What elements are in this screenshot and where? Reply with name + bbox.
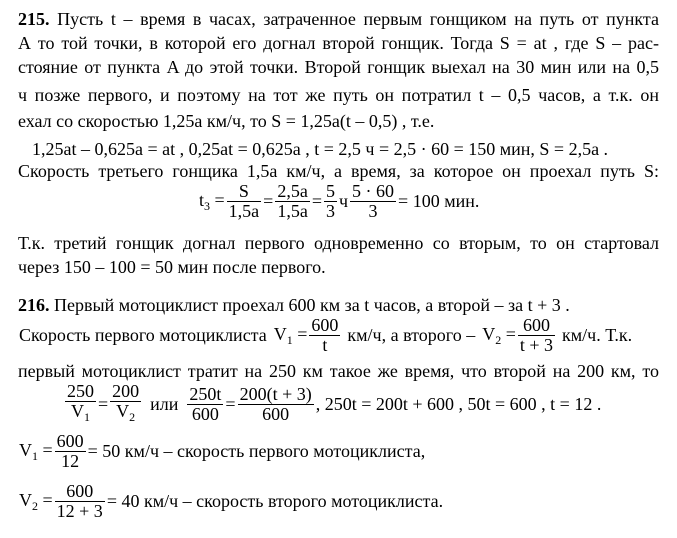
p215-t3-formula: $t_3$ = $\frac{S}{1,5a}$ = $\frac{2,5a}{1,5a}$ = $\frac{5}{3}$ ч $\frac{5 \cdot 60}{3}$ = 100 мин.	[199, 181, 480, 221]
p216-equation-line: $\frac{250}{V_1}$ = $\frac{200}{V_2}$ или $\frac{250t}{600}$ = $\frac{200(t + 3)}{600}$ , 250t = 200t + 600 , 50t = 600 , t = 12 .	[64, 382, 602, 427]
p215-line-7: Скорость третьего гонщика 1,5a км/ч, а время, за которое он проехал путь S:	[18, 161, 659, 181]
eq-frac-1: $\frac{250}{V_1}$	[65, 382, 96, 427]
p216-line-1	[18, 294, 570, 316]
p216-text-1: Первый мотоциклист проехал 600 км за t часов, а второй – за t + 3 .	[54, 295, 570, 315]
r2-text: = 40 км/ч – скорость второго мотоциклиста.	[106, 491, 444, 511]
p215-line-4: ч позже первого, и поэтому на тот же путь он потратил t – 0,5 часов, а т.к. он	[18, 85, 659, 105]
r1-text: = 50 км/ч – скорость первого мотоциклиста,	[87, 441, 426, 461]
t3-frac-2: $\frac{2,5a}{1,5a}$	[277, 181, 308, 221]
t3-lhs: $t_3$ =	[199, 189, 225, 213]
p215-text-1: Пусть t – время в часах, затраченное первым гонщиком на путь от пункта	[57, 9, 660, 29]
p216-text-2a: Скорость первого мотоциклиста	[19, 325, 267, 345]
p216-result-2: $V_2$ = $\frac{600}{12 + 3}$ = 40 км/ч – скорость второго мотоциклиста.	[19, 481, 444, 521]
t3-result: = 100 мин.	[398, 191, 480, 211]
p216-number: 216.	[18, 295, 50, 315]
p215-line-8: Т.к. третий гонщик догнал первого одновременно со вторым, то он стартовал	[18, 233, 659, 253]
eq-rest: , 250t = 200t + 600 , 50t = 600 , t = 12 .	[315, 394, 602, 414]
p215-line-1	[18, 8, 659, 30]
p216-text-2c: км/ч. Т.к.	[562, 325, 633, 345]
p215-line-9: через 150 – 100 = 50 мин после первого.	[18, 257, 326, 277]
t3-unit: ч	[338, 191, 349, 211]
p215-line-6: 1,25at – 0,625a = at , 0,25at = 0,625a , t = 2,5 ч = 2,5 · 60 = 150 мин, S = 2,5a .	[32, 139, 609, 159]
p216-speeds-line: Скорость первого мотоциклиста $V_1$ = $\frac{600}{t}$ км/ч, а второго – $V_2$ = $\frac{600}{t + 3}$ км/ч. Т.к.	[19, 315, 633, 355]
p216-result-1: $V_1$ = $\frac{600}{12}$ = 50 км/ч – скорость первого мотоциклиста,	[19, 431, 426, 471]
r2-frac: $\frac{600}{12 + 3}$	[56, 481, 103, 521]
eq-frac-3: $\frac{250t}{600}$	[189, 384, 222, 424]
t3-frac-3: $\frac{5}{3}$	[325, 181, 335, 221]
p216-line-3: первый мотоциклист тратит на 250 км такое же время, что второй на 200 км, то	[18, 361, 659, 381]
p216-text-2b: км/ч, а второго –	[347, 325, 476, 345]
eq-frac-4: $\frac{200(t + 3)}{600}$	[239, 384, 312, 424]
t3-frac-4: $\frac{5 \cdot 60}{3}$	[352, 181, 395, 221]
p215-number: 215.	[18, 9, 50, 29]
eq-frac-2: $\frac{200}{V_2}$	[110, 382, 141, 427]
v2-frac: $\frac{600}{t + 3}$	[519, 315, 554, 355]
p215-line-5: ехал со скоростью 1,25a км/ч, то S = 1,25a(t – 0,5) , т.е.	[18, 111, 435, 131]
t3-frac-1: $\frac{S}{1,5a}$	[228, 181, 260, 221]
r1-frac: $\frac{600}{12}$	[56, 431, 84, 471]
p215-line-3: стояние от пункта A до этой точки. Второй гонщик выехал на 30 мин или на 0,5	[18, 57, 659, 77]
v1-frac: $\frac{600}{t}$	[311, 315, 339, 355]
p215-line-2: А то той точки, в которой его догнал второй гонщик. Тогда S = at , где S – рас-	[18, 33, 659, 53]
or-word: или	[150, 394, 179, 414]
